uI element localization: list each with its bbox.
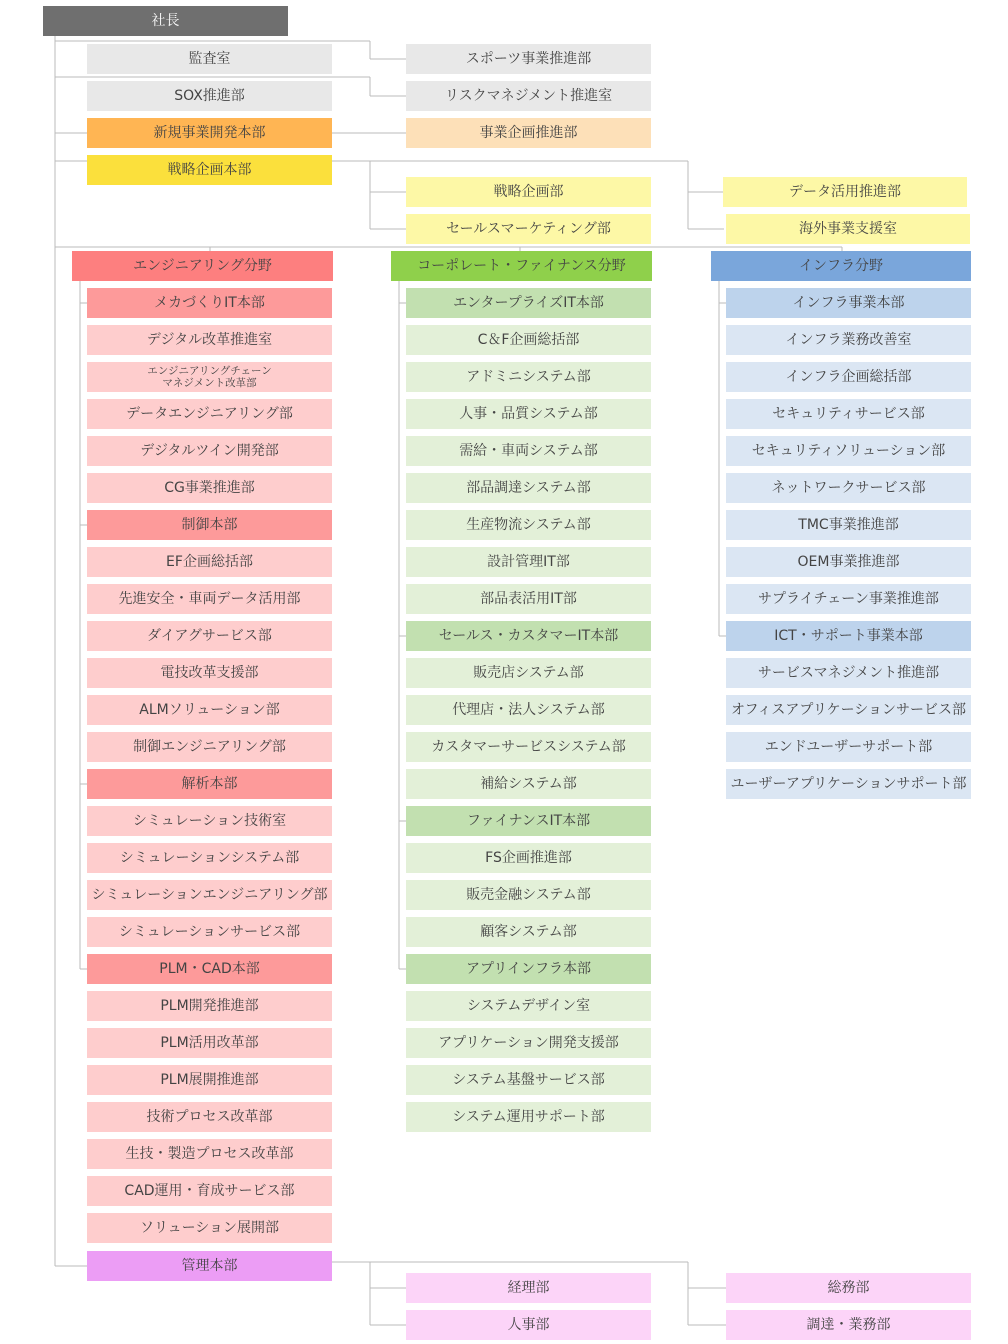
ceo-box: 社長	[43, 6, 288, 36]
division-dept-box: 販売店システム部	[406, 658, 651, 688]
division-dept-box: アドミニシステム部	[406, 362, 651, 392]
division-header-box: コーポレート・ファイナンス分野	[391, 251, 652, 281]
division-group-box: セールス・カスタマーIT本部	[406, 621, 651, 651]
division-dept-box: 代理店・法人システム部	[406, 695, 651, 725]
division-group-box: PLM・CAD本部	[87, 954, 332, 984]
new-business-box: 新規事業開発本部	[87, 118, 332, 148]
division-dept-box: ユーザーアプリケーションサポート部	[726, 769, 971, 799]
staff-dept-box: SOX推進部	[87, 81, 332, 111]
division-dept-box: 技術プロセス改革部	[87, 1102, 332, 1132]
strategy-child-box: セールスマーケティング部	[406, 214, 651, 244]
division-dept-box: 制御エンジニアリング部	[87, 732, 332, 762]
division-dept-box: 電技改革支援部	[87, 658, 332, 688]
division-dept-box: CG事業推進部	[87, 473, 332, 503]
division-group-box: 制御本部	[87, 510, 332, 540]
division-dept-box: 部品表活用IT部	[406, 584, 651, 614]
division-group-box: メカづくりIT本部	[87, 288, 332, 318]
division-dept-box: シミュレーションシステム部	[87, 843, 332, 873]
division-dept-box: 部品調達システム部	[406, 473, 651, 503]
division-header-box: インフラ分野	[711, 251, 971, 281]
division-dept-box: 人事・品質システム部	[406, 399, 651, 429]
division-dept-box: 設計管理IT部	[406, 547, 651, 577]
division-dept-box: 顧客システム部	[406, 917, 651, 947]
division-dept-box: インフラ企画総括部	[726, 362, 971, 392]
division-dept-box: ソリューション展開部	[87, 1213, 332, 1243]
division-dept-box: システム運用サポート部	[406, 1102, 651, 1132]
division-dept-box: ネットワークサービス部	[726, 473, 971, 503]
division-dept-box: デジタルツイン開発部	[87, 436, 332, 466]
division-dept-box: シミュレーションエンジニアリング部	[87, 880, 332, 910]
division-dept-box: EF企画総括部	[87, 547, 332, 577]
staff-dept-box: リスクマネジメント推進室	[406, 81, 651, 111]
division-dept-box: セキュリティソリューション部	[726, 436, 971, 466]
admin-child-box: 経理部	[406, 1273, 651, 1303]
division-dept-box: サービスマネジメント推進部	[726, 658, 971, 688]
division-dept-box: セキュリティサービス部	[726, 399, 971, 429]
admin-box: 管理本部	[87, 1251, 332, 1281]
division-dept-box: データエンジニアリング部	[87, 399, 332, 429]
division-dept-box: 先進安全・車両データ活用部	[87, 584, 332, 614]
admin-child-box: 調達・業務部	[726, 1310, 971, 1340]
division-dept-box: シミュレーション技術室	[87, 806, 332, 836]
division-dept-box: 生技・製造プロセス改革部	[87, 1139, 332, 1169]
strategy-child-box: 海外事業支援室	[726, 214, 970, 244]
division-dept-box: サプライチェーン事業推進部	[726, 584, 971, 614]
division-header-box: エンジニアリング分野	[72, 251, 333, 281]
division-dept-box: ダイアグサービス部	[87, 621, 332, 651]
division-dept-box: デジタル改革推進室	[87, 325, 332, 355]
division-dept-box: CAD運用・育成サービス部	[87, 1176, 332, 1206]
division-dept-box: PLM展開推進部	[87, 1065, 332, 1095]
division-dept-box: オフィスアプリケーションサービス部	[726, 695, 971, 725]
division-dept-box: システムデザイン室	[406, 991, 651, 1021]
new-business-child-box: 事業企画推進部	[406, 118, 651, 148]
division-group-box: エンタープライズIT本部	[406, 288, 651, 318]
division-group-box: アプリインフラ本部	[406, 954, 651, 984]
division-dept-box: 販売金融システム部	[406, 880, 651, 910]
division-dept-box: ALMソリューション部	[87, 695, 332, 725]
division-dept-box: カスタマーサービスシステム部	[406, 732, 651, 762]
division-group-box: ファイナンスIT本部	[406, 806, 651, 836]
admin-child-box: 総務部	[726, 1273, 971, 1303]
division-dept-box: シミュレーションサービス部	[87, 917, 332, 947]
staff-dept-box: スポーツ事業推進部	[406, 44, 651, 74]
division-dept-box: OEM事業推進部	[726, 547, 971, 577]
division-dept-box: TMC事業推進部	[726, 510, 971, 540]
strategy-child-box: 戦略企画部	[406, 177, 651, 207]
division-dept-box: 生産物流システム部	[406, 510, 651, 540]
admin-child-box: 人事部	[406, 1310, 651, 1340]
division-dept-box: エンジニアリングチェーン マネジメント改革部	[87, 362, 332, 392]
division-group-box: 解析本部	[87, 769, 332, 799]
division-dept-box: インフラ業務改善室	[726, 325, 971, 355]
division-dept-box: システム基盤サービス部	[406, 1065, 651, 1095]
division-dept-box: エンドユーザーサポート部	[726, 732, 971, 762]
staff-dept-box: 監査室	[87, 44, 332, 74]
division-dept-box: PLM開発推進部	[87, 991, 332, 1021]
division-dept-box: アプリケーション開発支援部	[406, 1028, 651, 1058]
strategy-box: 戦略企画本部	[87, 155, 332, 185]
division-dept-box: 補給システム部	[406, 769, 651, 799]
division-dept-box: 需給・車両システム部	[406, 436, 651, 466]
strategy-child-box: データ活用推進部	[723, 177, 967, 207]
division-dept-box: PLM活用改革部	[87, 1028, 332, 1058]
division-group-box: インフラ事業本部	[726, 288, 971, 318]
division-dept-box: C＆F企画総括部	[406, 325, 651, 355]
division-dept-box: FS企画推進部	[406, 843, 651, 873]
division-group-box: ICT・サポート事業本部	[726, 621, 971, 651]
